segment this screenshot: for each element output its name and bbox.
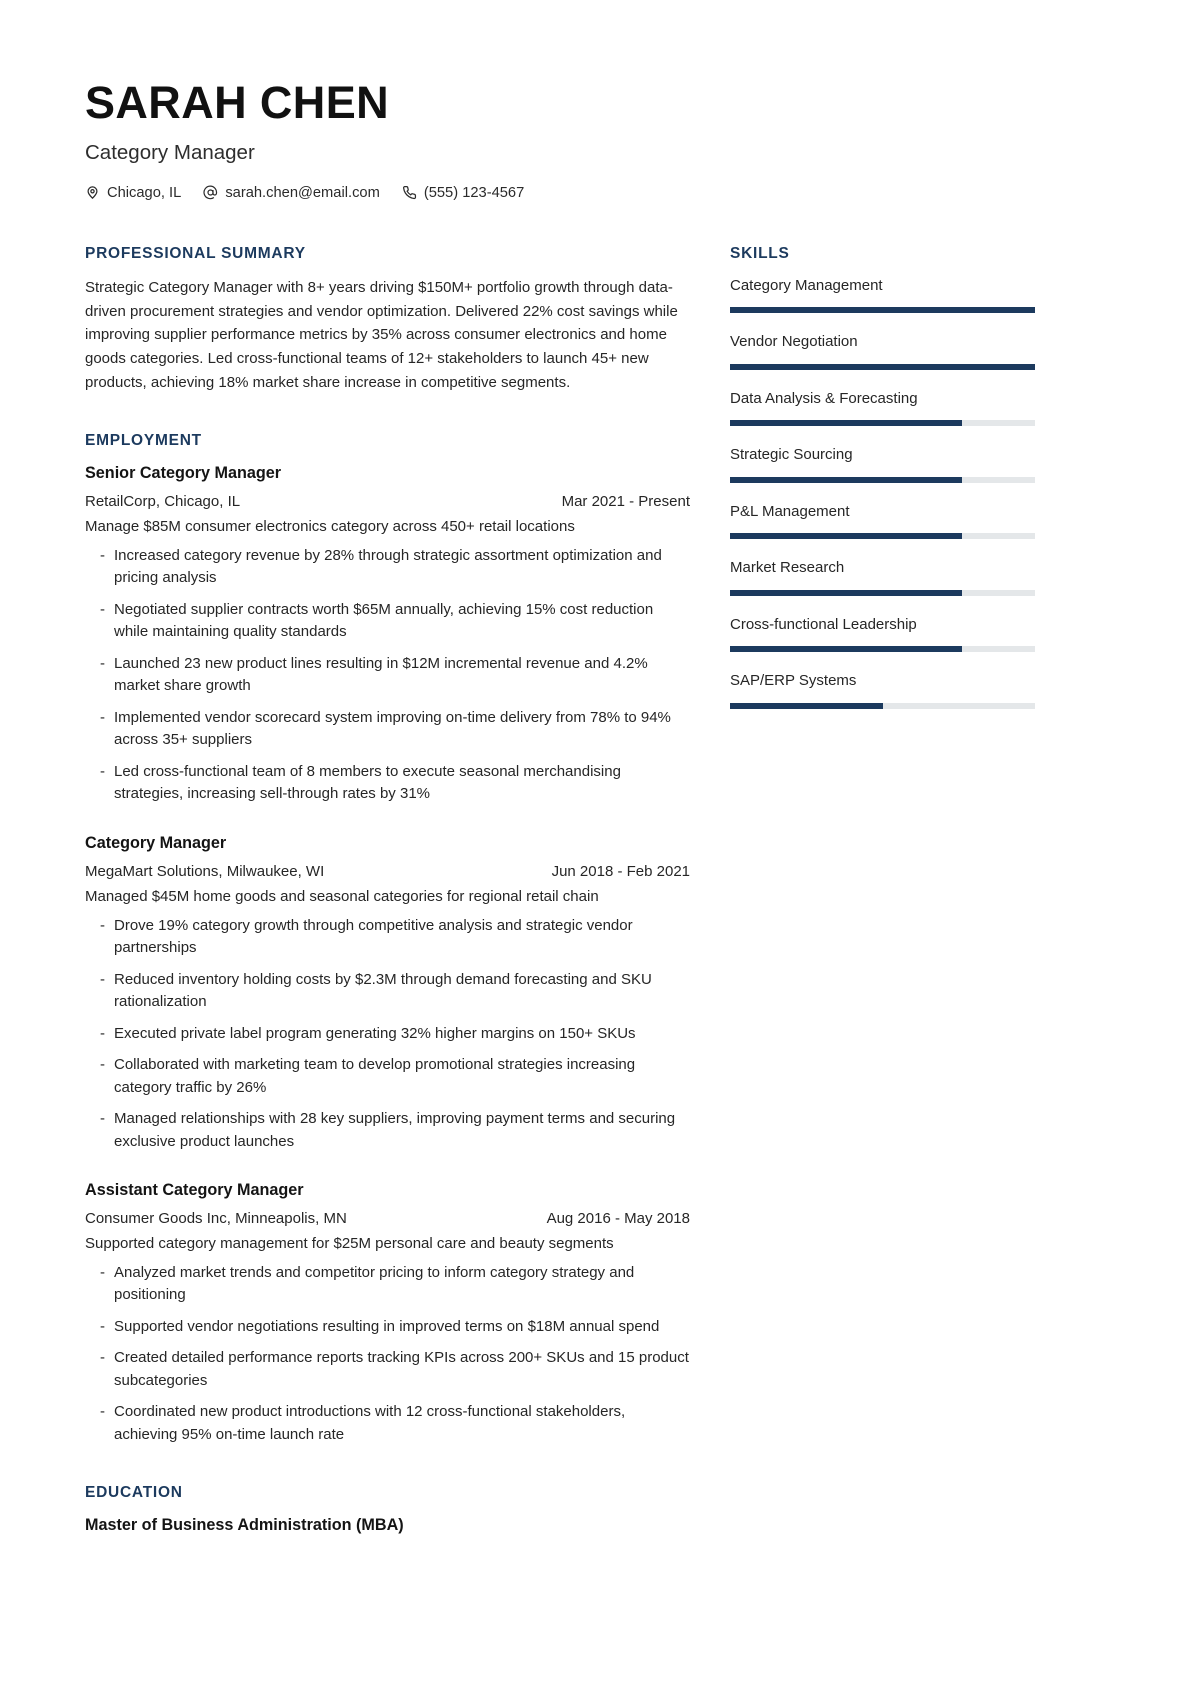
skill-item — [730, 389, 1035, 427]
skill-name: Vendor Negotiation — [730, 333, 858, 351]
skill-level-fill — [730, 533, 962, 539]
job-description: Manage $85M consumer electronics category across 450+ retail locations — [85, 518, 575, 536]
phone-icon — [402, 185, 417, 200]
contact-email-text: sarah.chen@email.com — [225, 184, 380, 201]
skill-level-track — [730, 646, 1035, 652]
section-professional-summary — [85, 245, 690, 394]
job-description: Supported category management for $25M personal care and beauty segments — [85, 1234, 614, 1252]
job-role: Assistant Category Manager — [85, 1181, 304, 1200]
skill-name: Cross-functional Leadership — [730, 615, 917, 633]
job-entry — [85, 833, 690, 1153]
summary-text: Strategic Category Manager with 8+ years driving $150M+ portfolio growth through data-driven procurement strategies and vendor optimization. Delivered 22% cost savings while improving supplier performance metrics by 35% across consumer electronics and home goods categories. Led cross-functional teams of 12+ stakeholders to launch 45+ new products, achieving 18% market share increase in competitive segments. — [85, 278, 678, 391]
job-bullet: - Supported vendor negotiations resulting in improved terms on $18M annual spend — [85, 1316, 690, 1339]
job-bullet: - Reduced inventory holding costs by $2.3M through demand forecasting and SKU rationalization — [85, 969, 690, 1014]
job-bullet: - Negotiated supplier contracts worth $65M annually, achieving 15% cost reduction while maintaining quality standards — [85, 599, 690, 644]
skill-item — [730, 332, 1035, 370]
job-dates: Mar 2021 - Present — [561, 493, 690, 511]
education-degree: Master of Business Administration (MBA) — [85, 1516, 404, 1535]
skill-name: Market Research — [730, 559, 845, 577]
skill-item — [730, 445, 1035, 483]
job-bullet: - Drove 19% category growth through competitive analysis and strategic vendor partnerships — [85, 915, 690, 960]
skill-item — [730, 558, 1035, 596]
skill-level-track — [730, 590, 1035, 596]
skill-level-fill — [730, 364, 1035, 370]
job-dates: Jun 2018 - Feb 2021 — [551, 863, 690, 881]
job-bullet: - Executed private label program generating 32% higher margins on 150+ SKUs — [85, 1023, 690, 1046]
skill-level-fill — [730, 420, 962, 426]
job-bullet-list — [85, 915, 690, 1154]
candidate-job-title: Category Manager — [85, 141, 255, 165]
job-company: Consumer Goods Inc, Minneapolis, MN — [85, 1210, 347, 1228]
job-bullet: - Coordinated new product introductions with 12 cross-functional stakeholders, achieving 95% on-time launch rate — [85, 1401, 690, 1446]
skill-item — [730, 671, 1035, 709]
skill-level-fill — [730, 703, 883, 709]
contact-email — [203, 185, 380, 201]
education-heading: EDUCATION — [85, 1484, 183, 1502]
job-bullet-list — [85, 545, 690, 806]
job-dates: Aug 2016 - May 2018 — [546, 1210, 690, 1228]
contact-info-row — [85, 185, 1115, 201]
skill-name: Data Analysis & Forecasting — [730, 389, 918, 407]
job-bullet: - Implemented vendor scorecard system improving on-time delivery from 78% to 94% across 35+ suppliers — [85, 707, 690, 752]
job-company: RetailCorp, Chicago, IL — [85, 493, 241, 511]
job-bullet: - Created detailed performance reports tracking KPIs across 200+ SKUs and 15 product subcategories — [85, 1347, 690, 1392]
job-bullet: - Launched 23 new product lines resulting in $12M incremental revenue and 4.2% market share growth — [85, 653, 690, 698]
job-role: Senior Category Manager — [85, 464, 282, 483]
job-meta — [85, 491, 690, 513]
sidebar-column — [730, 245, 1035, 728]
skill-name: P&L Management — [730, 502, 850, 520]
job-bullet: - Led cross-functional team of 8 members to execute seasonal merchandising strategies, increasing sell-through rates by 31% — [85, 761, 690, 806]
section-employment — [85, 432, 690, 1446]
skill-level-track — [730, 703, 1035, 709]
skill-level-track — [730, 420, 1035, 426]
job-entry — [85, 1180, 690, 1446]
summary-heading: PROFESSIONAL SUMMARY — [85, 244, 306, 262]
job-bullet: - Collaborated with marketing team to develop promotional strategies increasing category traffic by 26% — [85, 1054, 690, 1099]
resume-header — [85, 78, 1115, 201]
skill-name: SAP/ERP Systems — [730, 672, 857, 690]
job-bullet-list — [85, 1262, 690, 1447]
job-bullet: - Analyzed market trends and competitor pricing to inform category strategy and positioning — [85, 1262, 690, 1307]
job-role: Category Manager — [85, 833, 227, 852]
skill-level-track — [730, 364, 1035, 370]
skill-item — [730, 615, 1035, 653]
skill-name: Strategic Sourcing — [730, 446, 853, 464]
job-company: MegaMart Solutions, Milwaukee, WI — [85, 863, 325, 881]
email-at-icon — [203, 185, 218, 200]
candidate-name: SARAH CHEN — [85, 77, 390, 128]
job-meta — [85, 1208, 690, 1230]
contact-location — [85, 185, 181, 201]
skill-level-fill — [730, 477, 962, 483]
job-meta — [85, 861, 690, 883]
job-bullet: - Managed relationships with 28 key suppliers, improving payment terms and securing exclusive product launches — [85, 1108, 690, 1153]
skill-item — [730, 276, 1035, 314]
resume-body — [85, 245, 1115, 1536]
skill-item — [730, 502, 1035, 540]
contact-phone — [402, 185, 524, 201]
skill-level-fill — [730, 590, 962, 596]
contact-location-text: Chicago, IL — [107, 184, 182, 201]
skill-name: Category Management — [730, 276, 883, 294]
section-education — [85, 1484, 690, 1536]
job-description: Managed $45M home goods and seasonal categories for regional retail chain — [85, 887, 599, 905]
main-column — [85, 245, 690, 1536]
job-entry — [85, 463, 690, 806]
employment-heading: EMPLOYMENT — [85, 432, 202, 450]
contact-phone-text: (555) 123-4567 — [423, 184, 525, 201]
skills-heading: SKILLS — [730, 244, 790, 262]
section-skills — [730, 245, 1035, 709]
job-bullet: - Increased category revenue by 28% through strategic assortment optimization and pricing analysis — [85, 545, 690, 590]
location-pin-icon — [85, 185, 100, 200]
skill-level-track — [730, 307, 1035, 313]
skill-level-track — [730, 533, 1035, 539]
skill-level-fill — [730, 307, 1035, 313]
skill-level-track — [730, 477, 1035, 483]
skill-level-fill — [730, 646, 962, 652]
